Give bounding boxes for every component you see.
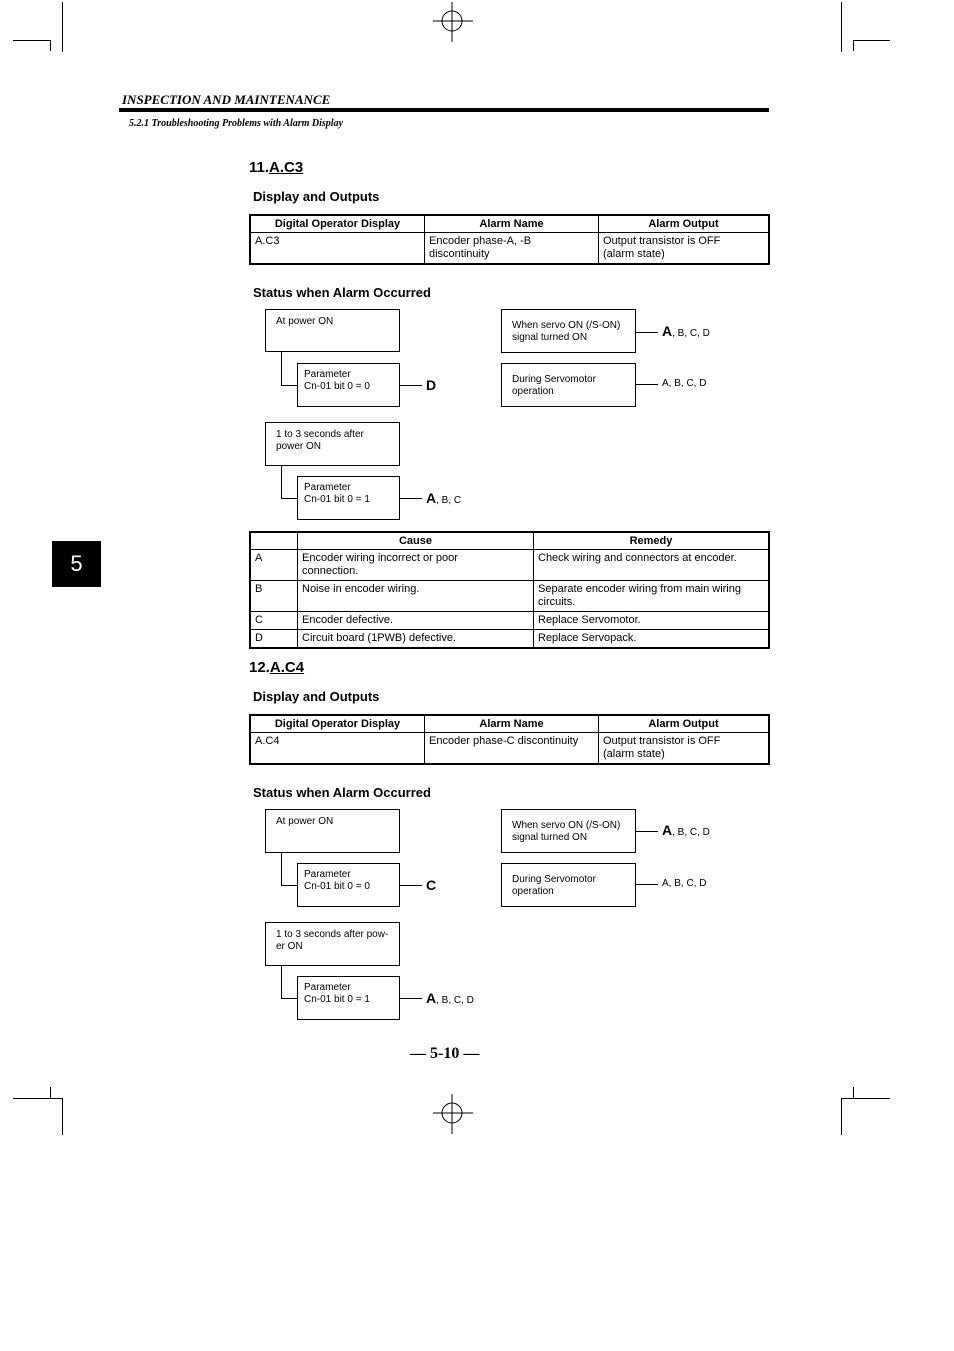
cause-remedy-table <box>249 531 770 649</box>
cause-id: A <box>250 550 298 581</box>
cause-id: B <box>250 581 298 612</box>
table-row <box>250 550 769 581</box>
connector-line <box>400 885 422 886</box>
at-power-on-box <box>265 809 400 853</box>
table-row <box>250 233 769 265</box>
col-header: Remedy <box>534 532 770 550</box>
result-label <box>426 377 436 393</box>
connector-line <box>636 831 658 832</box>
remedy-cell <box>534 550 770 581</box>
col-header: Alarm Name <box>425 215 599 233</box>
alarm-name-cell <box>425 233 599 265</box>
header-rule <box>119 108 769 112</box>
result-letter: D <box>426 377 437 393</box>
remedy-cell <box>534 630 770 649</box>
connector-line <box>281 998 297 999</box>
box-label: operation <box>512 386 554 397</box>
box-label: Cn-01 bit 0 = 1 <box>304 494 370 505</box>
box-label: When servo ON (/S-ON) <box>512 320 621 331</box>
box-label: signal turned ON <box>512 332 588 343</box>
box-label: 1 to 3 seconds after <box>276 429 364 440</box>
result-letter: A <box>662 323 673 339</box>
section-number: 11. <box>249 159 270 176</box>
result-letter: A <box>426 990 437 1006</box>
text-line: Output transistor is OFF <box>603 235 721 247</box>
crop-mark <box>853 1087 854 1099</box>
text-line: Circuit board (1PWB) defective. <box>302 632 457 644</box>
section-code: A.C4 <box>269 659 305 676</box>
table-row <box>250 581 769 612</box>
result-rest: , B, C, D <box>672 328 710 339</box>
text-line: Encoder wiring incorrect or poor <box>302 552 458 564</box>
status-heading: Status when Alarm Occurred <box>253 285 431 300</box>
text-line: Output transistor is OFF <box>603 735 721 747</box>
crop-mark <box>853 40 854 51</box>
result-rest: , B, C, D <box>672 827 710 838</box>
box-label: er ON <box>276 941 303 952</box>
connector-line <box>281 885 297 886</box>
box-label: Cn-01 bit 0 = 1 <box>304 994 370 1005</box>
crop-mark <box>13 40 50 41</box>
registration-mark <box>433 1094 473 1134</box>
connector-line <box>636 384 658 385</box>
servomotor-operation-box <box>501 863 636 907</box>
display-outputs-heading: Display and Outputs <box>253 189 380 204</box>
crop-mark <box>50 40 51 51</box>
connector-line <box>400 385 422 386</box>
text-line: Replace Servopack. <box>538 632 637 644</box>
running-subheader: 5.2.1 Troubleshooting Problems with Alarm Display <box>129 118 344 129</box>
display-cell: A.C4 <box>250 733 425 765</box>
remedy-cell <box>534 612 770 630</box>
box-label: signal turned ON <box>512 832 588 843</box>
box-label: Parameter <box>304 982 351 993</box>
box-label: When servo ON (/S-ON) <box>512 820 621 831</box>
after-power-on-box <box>265 422 400 466</box>
cause-id: C <box>250 612 298 630</box>
table-header-row <box>250 215 769 233</box>
connector-line <box>400 498 422 499</box>
box-label: Cn-01 bit 0 = 0 <box>304 881 370 892</box>
status-heading: Status when Alarm Occurred <box>253 785 431 800</box>
connector-line <box>281 966 282 998</box>
box-label: During Servomotor <box>512 874 596 885</box>
display-outputs-table <box>249 714 770 765</box>
box-label: 1 to 3 seconds after pow- <box>276 929 389 940</box>
connector-line <box>400 998 422 999</box>
connector-line <box>281 498 297 499</box>
display-cell: A.C3 <box>250 233 425 265</box>
section-title-ac3 <box>249 159 303 176</box>
box-label: Cn-01 bit 0 = 0 <box>304 381 370 392</box>
result-label <box>426 877 436 893</box>
servo-on-box <box>501 309 636 353</box>
servomotor-operation-box <box>501 363 636 407</box>
text-line: Replace Servomotor. <box>538 614 641 626</box>
running-header: INSPECTION AND MAINTENANCE <box>122 92 331 107</box>
crop-mark <box>62 1098 63 1135</box>
col-header <box>250 532 298 550</box>
text-line: Encoder defective. <box>302 614 394 626</box>
result-letter: A <box>662 822 673 838</box>
text-line: discontinuity <box>429 248 490 260</box>
text-line: Encoder phase-A, -B <box>429 235 532 247</box>
box-label: power ON <box>276 441 322 452</box>
col-header: Cause <box>298 532 534 550</box>
text-line: Check wiring and connectors at encoder. <box>538 552 737 564</box>
text-line: (alarm state) <box>603 748 665 760</box>
crop-mark <box>841 1098 890 1099</box>
box-label: At power ON <box>276 816 334 827</box>
result-label <box>662 323 710 339</box>
result-letter: A <box>426 490 437 506</box>
text-line: Noise in encoder wiring. <box>302 583 420 595</box>
crop-mark <box>841 1098 842 1135</box>
col-header: Digital Operator Display <box>250 715 425 733</box>
cause-cell <box>298 550 534 581</box>
text-line: circuits. <box>538 596 576 608</box>
crop-mark <box>62 2 63 52</box>
display-outputs-table <box>249 214 770 265</box>
result-label: A, B, C, D <box>662 878 707 889</box>
box-label: operation <box>512 886 554 897</box>
after-power-on-box <box>265 922 400 966</box>
parameter-box <box>297 863 400 907</box>
result-label <box>426 990 474 1006</box>
result-label: A, B, C, D <box>662 378 707 389</box>
alarm-output-cell <box>599 233 770 265</box>
connector-line <box>281 853 282 885</box>
text-line: connection. <box>302 565 359 577</box>
col-header: Alarm Output <box>599 215 770 233</box>
result-letter: C <box>426 877 437 893</box>
crop-mark <box>13 1098 63 1099</box>
table-header-row <box>250 715 769 733</box>
parameter-box <box>297 476 400 520</box>
col-header: Digital Operator Display <box>250 215 425 233</box>
result-label <box>426 490 461 506</box>
connector-line <box>636 884 658 885</box>
box-label: Parameter <box>304 482 351 493</box>
crop-mark <box>853 40 890 41</box>
at-power-on-box <box>265 309 400 352</box>
section-number: 12. <box>249 659 270 676</box>
table-row <box>250 630 769 649</box>
text-line: Encoder phase-C discontinuity <box>429 735 579 747</box>
servo-on-box <box>501 809 636 853</box>
crop-mark <box>841 2 842 52</box>
parameter-box <box>297 363 400 407</box>
box-label: At power ON <box>276 316 334 327</box>
section-code: A.C3 <box>269 159 304 176</box>
result-rest: , B, C <box>436 495 462 506</box>
result-label <box>662 822 710 838</box>
cause-cell <box>298 581 534 612</box>
box-label: Parameter <box>304 369 351 380</box>
parameter-box <box>297 976 400 1020</box>
connector-line <box>281 466 282 498</box>
display-outputs-heading: Display and Outputs <box>253 689 380 704</box>
cause-id: D <box>250 630 298 649</box>
crop-mark <box>50 1087 51 1099</box>
alarm-output-cell <box>599 733 770 765</box>
col-header: Alarm Name <box>425 715 599 733</box>
cause-cell <box>298 612 534 630</box>
cause-cell <box>298 630 534 649</box>
result-rest: , B, C, D <box>436 995 474 1006</box>
registration-mark <box>433 2 473 42</box>
remedy-cell <box>534 581 770 612</box>
connector-line <box>281 385 297 386</box>
table-header-row <box>250 532 769 550</box>
text-line: Separate encoder wiring from main wiring <box>538 583 741 595</box>
box-label: Parameter <box>304 869 351 880</box>
box-label: During Servomotor <box>512 374 596 385</box>
table-row <box>250 733 769 765</box>
chapter-tab: 5 <box>52 541 101 587</box>
section-title-ac4 <box>249 659 304 676</box>
connector-line <box>281 352 282 385</box>
col-header: Alarm Output <box>599 715 770 733</box>
connector-line <box>636 332 658 333</box>
table-row <box>250 612 769 630</box>
page-number: — 5-10 — <box>410 1045 480 1062</box>
alarm-name-cell <box>425 733 599 765</box>
text-line: (alarm state) <box>603 248 665 260</box>
